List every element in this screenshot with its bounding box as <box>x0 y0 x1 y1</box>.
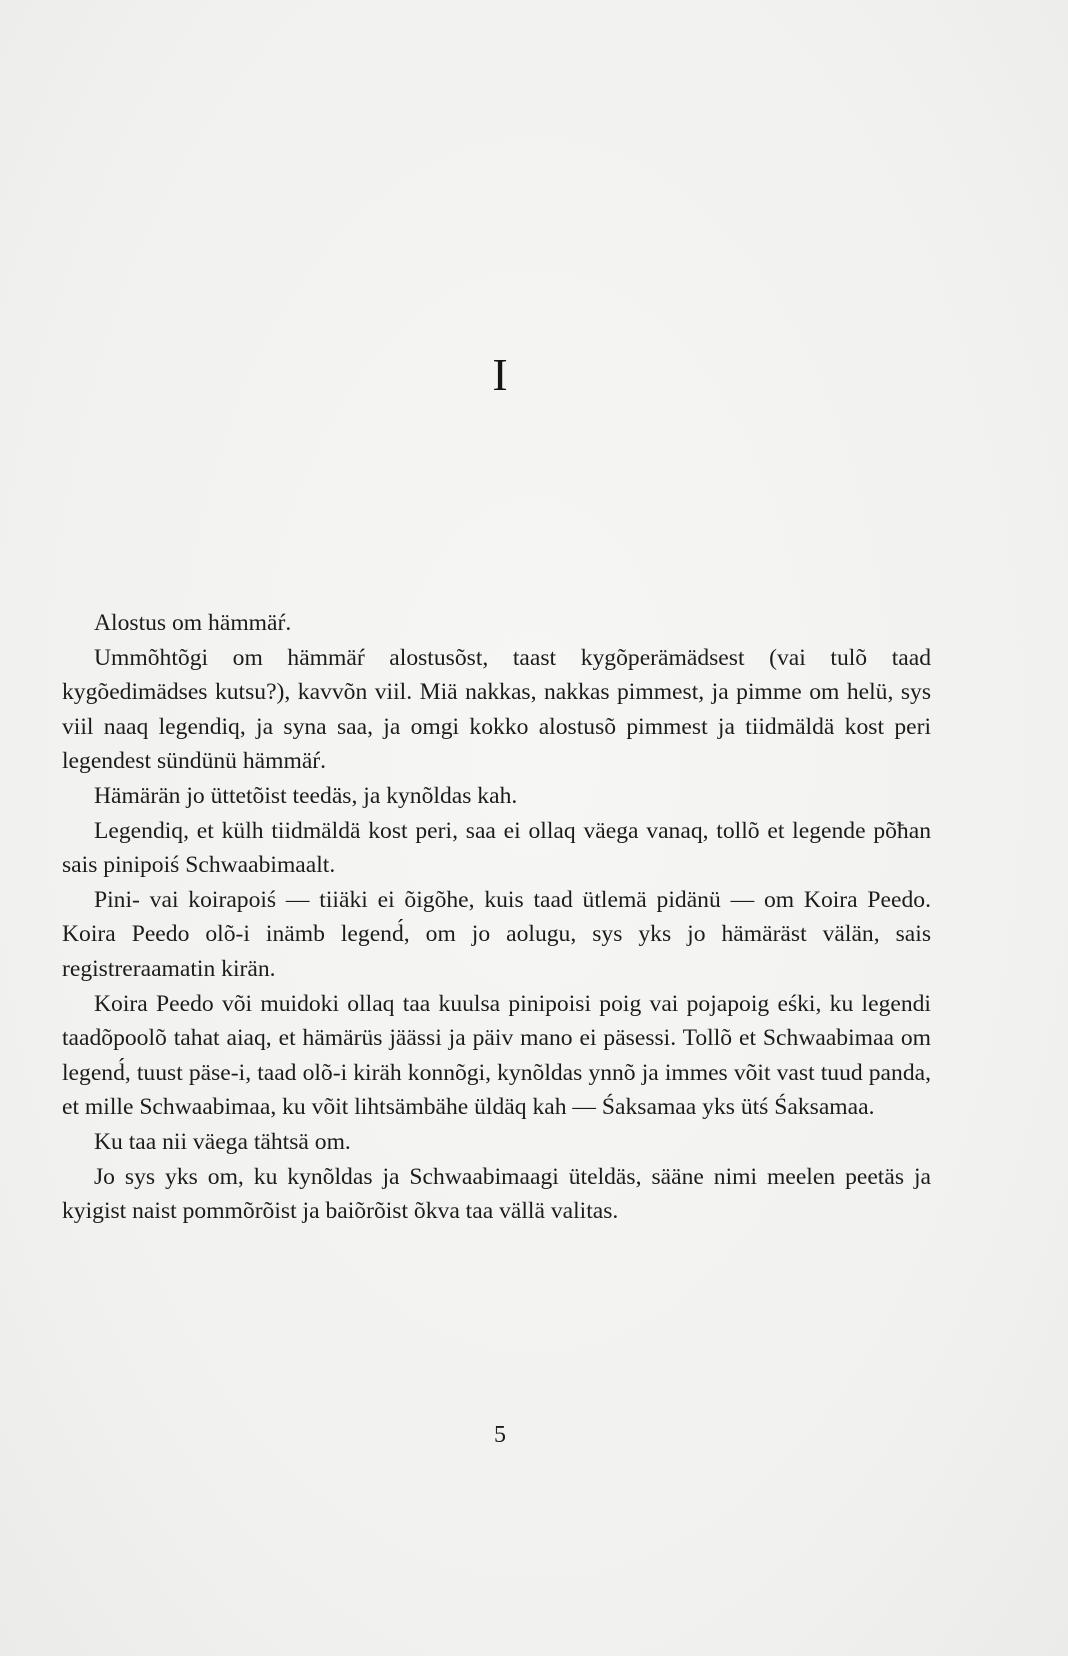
chapter-body <box>62 606 931 1229</box>
paragraph-3: Hämärän jo üttetõist teedäs, ja kynõldas kah. <box>94 782 518 809</box>
paragraph-2: Ummõhtõgi om hämmäŕ alostusõst, taast kygõperämädsest (vai tulõ taad kygõedimädses kutsu?), kavvõn viil. Miä nakkas, nakkas pimmest, ja pimme om helü, sys viil naaq legendiq, ja syna saa, ja omgi kokko alostusõ pimmest ja tiidmäldä kost peri legendest sündünü hämmäŕ. <box>62 644 931 775</box>
page-number: 5 <box>494 1422 506 1448</box>
paragraph-8: Jo sys yks om, ku kynõldas ja Schwaabimaagi üteldäs, sääne nimi meelen peetäs ja kyigist naist pommõrõist ja baiõrõist õkva taa vällä valitas. <box>62 1163 931 1225</box>
paragraph-7: Ku taa nii väega tähtsä om. <box>94 1128 351 1155</box>
paragraph-5: Pini- vai koirapoiś — tiiäki ei õigõhe, kuis taad ütlemä pidänü — om Koira Peedo. Koira Peedo olõ-i inämb legend́, om jo aolugu, sys yks jo hämäräst välän, sais registreraamatin kirän. <box>62 886 931 982</box>
chapter-number: I <box>492 349 508 400</box>
paragraph-4: Legendiq, et külh tiidmäldä kost peri, saa ei ollaq väega vanaq, tollõ et legende põħan sais pinipoiś Schwaabimaalt. <box>62 817 931 879</box>
paragraph-6: Koira Peedo või muidoki ollaq taa kuulsa pinipoisi poig vai pojapoig eśki, ku legendi taadõpoolõ tahat aiaq, et hämärüs jäässi ja päiv mano ei päsessi. Tollõ et Schwaabimaa om legend́, tuust päse-i, taad olõ-i kiräh konnõgi, kynõldas ynnõ ja immes võit vast tuud panda, et mille Schwaabimaa, ku võit lihtsämbähe üldäq kah — Śaksamaa yks ütś Śaksamaa. <box>62 990 931 1121</box>
paragraph-1: Alostus om hämmäŕ. <box>94 610 292 636</box>
